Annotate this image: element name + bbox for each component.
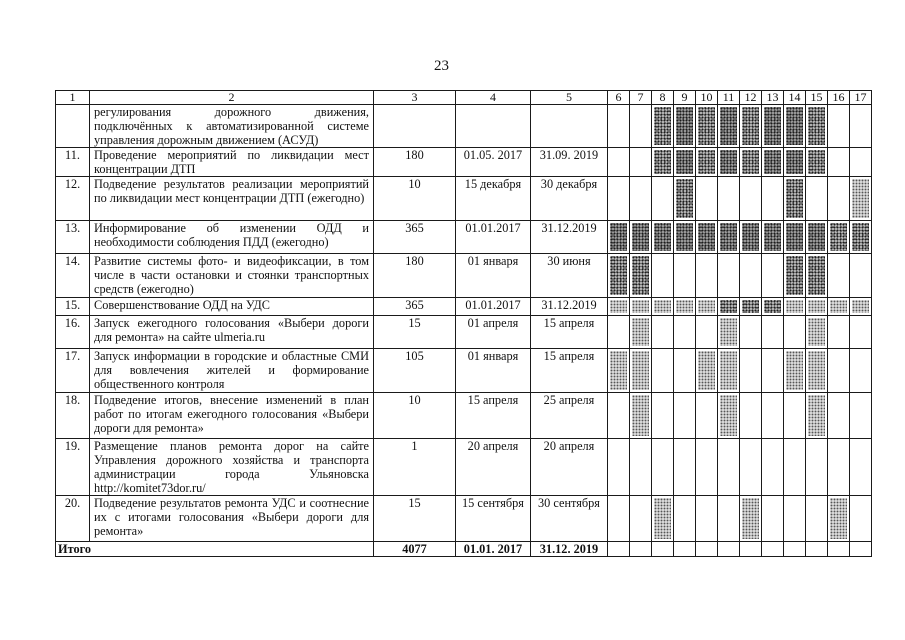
schedule-shading [654,498,671,539]
schedule-cell-empty [652,177,674,221]
column-header: 14 [784,91,806,105]
schedule-shading [610,351,627,390]
schedule-shading [764,107,781,145]
table-row [56,349,872,393]
schedule-shading [764,223,781,251]
duration-days: 105 [374,349,456,393]
header-row [56,91,872,105]
schedule-cell-empty [608,496,630,542]
schedule-cell-filled [630,221,652,254]
schedule-shading [808,351,825,390]
schedule-cell-filled [740,148,762,177]
schedule-shading [786,150,803,174]
schedule-cell-empty [762,496,784,542]
schedule-cell-empty [828,349,850,393]
schedule-cell-empty [762,254,784,298]
schedule-shading [852,223,869,251]
schedule-cell-empty [696,439,718,496]
schedule-shading [808,223,825,251]
activity-description: регулирования дорожного движения, подключённых к автоматизированной системе управления дорожным движением (АСУД) [90,105,374,148]
activity-description: Размещение планов ремонта дорог на сайте Управления дорожного хозяйства и транспорта администрации города Ульяновска http://komitet73dor.ru/ [90,439,374,496]
activity-description: Запуск информации в городские и областные СМИ для вовлечения жителей и формирование общественного контроля [90,349,374,393]
end-date: 31.12.2019 [531,298,608,316]
schedule-shading [632,256,649,295]
schedule-cell-empty [762,316,784,349]
schedule-cell-filled [740,221,762,254]
duration-days: 365 [374,298,456,316]
schedule-cell-empty [652,439,674,496]
start-date: 01.01.2017 [456,221,531,254]
schedule-cell-empty [718,177,740,221]
schedule-cell-empty [850,316,872,349]
schedule-cell-empty [608,439,630,496]
schedule-cell-empty [850,393,872,439]
schedule-shading [698,223,715,251]
schedule-cell-empty [630,177,652,221]
schedule-shading [698,150,715,174]
schedule-shading [654,150,671,174]
schedule-cell-empty [630,105,652,148]
schedule-cell-filled [718,393,740,439]
schedule-cell-empty [806,177,828,221]
schedule-shading [610,223,627,251]
schedule-cell-empty [718,496,740,542]
schedule-cell-filled [652,298,674,316]
schedule-shading [742,223,759,251]
schedule-shading [786,256,803,295]
schedule-shading [720,351,737,390]
start-date: 01.05. 2017 [456,148,531,177]
schedule-cell-empty [740,316,762,349]
schedule-shading [764,300,781,313]
row-number: 19. [56,439,90,496]
schedule-cell-empty [828,105,850,148]
start-date: 01 апреля [456,316,531,349]
schedule-cell-filled [762,105,784,148]
schedule-cell-empty [784,316,806,349]
total-end: 31.12. 2019 [531,542,608,557]
column-header: 5 [531,91,608,105]
schedule-cell-empty [630,148,652,177]
schedule-cell-filled [762,298,784,316]
schedule-shading [720,150,737,174]
column-header: 8 [652,91,674,105]
schedule-cell-filled [784,105,806,148]
schedule-cell-filled [630,316,652,349]
schedule-cell-filled [850,177,872,221]
schedule-cell-empty [762,393,784,439]
schedule-cell-empty [828,393,850,439]
schedule-cell-empty [784,439,806,496]
row-number [56,105,90,148]
schedule-cell-empty [696,177,718,221]
start-date: 15 сентября [456,496,531,542]
schedule-cell-empty [674,439,696,496]
schedule-cell-filled [630,393,652,439]
schedule-cell-filled [828,496,850,542]
schedule-cell-empty [608,148,630,177]
duration-days: 10 [374,177,456,221]
schedule-cell-filled [630,254,652,298]
schedule-shading [676,107,693,145]
schedule-cell-filled [718,349,740,393]
schedule-cell-filled [674,105,696,148]
schedule-shading [698,300,715,313]
schedule-shading [632,351,649,390]
end-date: 31.12.2019 [531,221,608,254]
start-date: 15 декабря [456,177,531,221]
schedule-cell-empty [850,105,872,148]
column-header: 17 [850,91,872,105]
end-date: 31.09. 2019 [531,148,608,177]
end-date: 20 апреля [531,439,608,496]
schedule-cell-filled [718,316,740,349]
schedule-shading [764,150,781,174]
schedule-shading [830,300,847,313]
schedule-cell-filled [652,221,674,254]
schedule-shading [676,179,693,218]
schedule-cell-filled [806,349,828,393]
start-date: 01 января [456,254,531,298]
schedule-cell-filled [652,105,674,148]
schedule-cell-empty [806,496,828,542]
end-date: 25 апреля [531,393,608,439]
schedule-cell-empty [740,393,762,439]
schedule-cell-empty [718,254,740,298]
column-header: 11 [718,91,740,105]
schedule-shading [632,395,649,436]
schedule-cell-empty [608,316,630,349]
row-number: 18. [56,393,90,439]
schedule-cell-filled [740,496,762,542]
schedule-cell-filled [762,148,784,177]
schedule-cell-filled [806,221,828,254]
schedule-cell-filled [806,393,828,439]
total-start: 01.01. 2017 [456,542,531,557]
schedule-cell-empty [652,316,674,349]
table-row [56,298,872,316]
schedule-cell-filled [696,148,718,177]
schedule-cell-empty [674,496,696,542]
end-date: 15 апреля [531,349,608,393]
table-row [56,316,872,349]
schedule-shading [808,300,825,313]
schedule-cell-filled [674,221,696,254]
schedule-cell-filled [630,298,652,316]
schedule-shading [720,300,737,313]
schedule-cell-empty [630,439,652,496]
activity-description: Развитие системы фото- и видеофиксации, в том числе в части остановки и стоянки транспортных средств (ежегодно) [90,254,374,298]
schedule-shading [632,318,649,346]
schedule-shading [720,223,737,251]
duration-days: 10 [374,393,456,439]
column-header: 2 [90,91,374,105]
schedule-shading [698,351,715,390]
row-number: 13. [56,221,90,254]
activity-description: Запуск ежегодного голосования «Выбери дороги для ремонта» на сайте ulmeria.ru [90,316,374,349]
column-header: 7 [630,91,652,105]
schedule-cell-empty [652,393,674,439]
table-row [56,496,872,542]
schedule-shading [610,300,627,313]
schedule-cell-filled [806,316,828,349]
schedule-shading [676,223,693,251]
schedule-cell-empty [608,177,630,221]
schedule-cell-filled [608,254,630,298]
schedule-cell-filled [718,298,740,316]
schedule-shading [852,179,869,218]
schedule-shading [786,107,803,145]
schedule-shading [830,498,847,539]
schedule-cell-empty [608,393,630,439]
row-number: 15. [56,298,90,316]
schedule-shading [808,395,825,436]
column-header: 4 [456,91,531,105]
schedule-cell-empty [806,439,828,496]
column-header: 6 [608,91,630,105]
table-row [56,254,872,298]
schedule-cell-filled [696,349,718,393]
schedule-shading [742,107,759,145]
schedule-shading [654,107,671,145]
activity-description: Проведение мероприятий по ликвидации мест концентрации ДТП [90,148,374,177]
total-row [56,542,872,557]
schedule-cell-filled [828,221,850,254]
row-number: 14. [56,254,90,298]
schedule-shading [786,223,803,251]
schedule-table [55,90,872,557]
table-row [56,393,872,439]
schedule-cell-empty [828,316,850,349]
total-days: 4077 [374,542,456,557]
row-number: 17. [56,349,90,393]
column-header: 10 [696,91,718,105]
schedule-cell-empty [762,349,784,393]
column-header: 1 [56,91,90,105]
schedule-cell-filled [784,298,806,316]
duration-days [374,105,456,148]
page-number: 23 [434,58,449,74]
schedule-shading [676,300,693,313]
start-date: 20 апреля [456,439,531,496]
schedule-cell-empty [740,254,762,298]
column-header: 15 [806,91,828,105]
schedule-cell-empty [762,177,784,221]
schedule-shading [654,300,671,313]
end-date [531,105,608,148]
end-date: 30 декабря [531,177,608,221]
column-header: 9 [674,91,696,105]
schedule-cell-filled [696,105,718,148]
schedule-cell-filled [740,105,762,148]
table-row [56,439,872,496]
schedule-cell-empty [740,349,762,393]
schedule-cell-empty [850,254,872,298]
schedule-cell-filled [850,221,872,254]
end-date: 30 сентября [531,496,608,542]
schedule-shading [808,107,825,145]
schedule-cell-empty [696,393,718,439]
schedule-shading [720,107,737,145]
schedule-cell-empty [674,254,696,298]
activity-description: Информирование об изменении ОДД и необходимости соблюдения ПДД (ежегодно) [90,221,374,254]
schedule-cell-empty [696,316,718,349]
schedule-cell-empty [850,496,872,542]
schedule-cell-filled [806,254,828,298]
start-date: 01.01.2017 [456,298,531,316]
schedule-cell-filled [784,177,806,221]
schedule-cell-filled [828,298,850,316]
schedule-cell-filled [740,298,762,316]
schedule-cell-filled [696,221,718,254]
end-date: 15 апреля [531,316,608,349]
schedule-cell-empty [652,254,674,298]
schedule-shading [830,223,847,251]
schedule-shading [720,395,737,436]
table-row [56,221,872,254]
schedule-shading [632,300,649,313]
schedule-shading [808,318,825,346]
row-number: 12. [56,177,90,221]
activity-description: Подведение результатов реализации мероприятий по ликвидации мест концентрации ДТП (ежегодно) [90,177,374,221]
schedule-shading [852,300,869,313]
schedule-shading [786,351,803,390]
schedule-cell-empty [784,496,806,542]
total-label: Итого [56,542,374,557]
schedule-cell-filled [608,221,630,254]
schedule-cell-empty [696,254,718,298]
schedule-cell-filled [784,349,806,393]
schedule-cell-empty [828,439,850,496]
schedule-cell-empty [784,393,806,439]
schedule-cell-filled [674,148,696,177]
schedule-cell-filled [762,221,784,254]
duration-days: 180 [374,148,456,177]
schedule-shading [720,318,737,346]
schedule-cell-filled [784,221,806,254]
schedule-shading [654,223,671,251]
schedule-cell-filled [718,221,740,254]
schedule-cell-filled [608,349,630,393]
schedule-shading [786,179,803,218]
schedule-cell-empty [608,105,630,148]
schedule-cell-empty [718,439,740,496]
column-header: 13 [762,91,784,105]
schedule-cell-empty [762,439,784,496]
schedule-cell-filled [850,298,872,316]
schedule-cell-empty [630,496,652,542]
schedule-cell-empty [674,349,696,393]
schedule-shading [676,150,693,174]
schedule-cell-filled [718,105,740,148]
schedule-cell-filled [608,298,630,316]
duration-days: 1 [374,439,456,496]
schedule-shading [742,300,759,313]
start-date: 01 января [456,349,531,393]
schedule-cell-filled [784,254,806,298]
schedule-cell-empty [828,177,850,221]
schedule-cell-filled [806,298,828,316]
schedule-shading [610,256,627,295]
duration-days: 180 [374,254,456,298]
row-number: 20. [56,496,90,542]
schedule-shading [742,498,759,539]
schedule-shading [632,223,649,251]
schedule-cell-filled [806,105,828,148]
schedule-cell-empty [674,316,696,349]
schedule-cell-filled [718,148,740,177]
row-number: 11. [56,148,90,177]
table-row [56,105,872,148]
schedule-cell-filled [696,298,718,316]
schedule-cell-filled [674,298,696,316]
schedule-cell-filled [806,148,828,177]
schedule-shading [698,107,715,145]
schedule-shading [808,150,825,174]
schedule-shading [742,150,759,174]
duration-days: 365 [374,221,456,254]
column-header: 12 [740,91,762,105]
start-date [456,105,531,148]
schedule-cell-empty [828,254,850,298]
schedule-cell-filled [784,148,806,177]
schedule-cell-filled [674,177,696,221]
schedule-cell-empty [652,349,674,393]
schedule-cell-empty [674,393,696,439]
activity-description: Подведение результатов ремонта УДС и соотнесние их с итогами голосования «Выбери дороги для ремонта» [90,496,374,542]
activity-description: Совершенствование ОДД на УДС [90,298,374,316]
end-date: 30 июня [531,254,608,298]
column-header: 3 [374,91,456,105]
column-header: 16 [828,91,850,105]
schedule-cell-filled [652,496,674,542]
schedule-cell-empty [740,177,762,221]
schedule-cell-empty [828,148,850,177]
start-date: 15 апреля [456,393,531,439]
schedule-shading [808,256,825,295]
schedule-cell-empty [850,349,872,393]
schedule-cell-empty [740,439,762,496]
table-row [56,148,872,177]
table-row [56,177,872,221]
duration-days: 15 [374,316,456,349]
duration-days: 15 [374,496,456,542]
activity-description: Подведение итогов, внесение изменений в план работ по итогам ежегодного голосования «Выбери дороги для ремонта» [90,393,374,439]
schedule-cell-empty [850,439,872,496]
schedule-cell-filled [652,148,674,177]
row-number: 16. [56,316,90,349]
schedule-cell-filled [630,349,652,393]
schedule-shading [786,300,803,313]
schedule-cell-empty [850,148,872,177]
schedule-cell-empty [696,496,718,542]
